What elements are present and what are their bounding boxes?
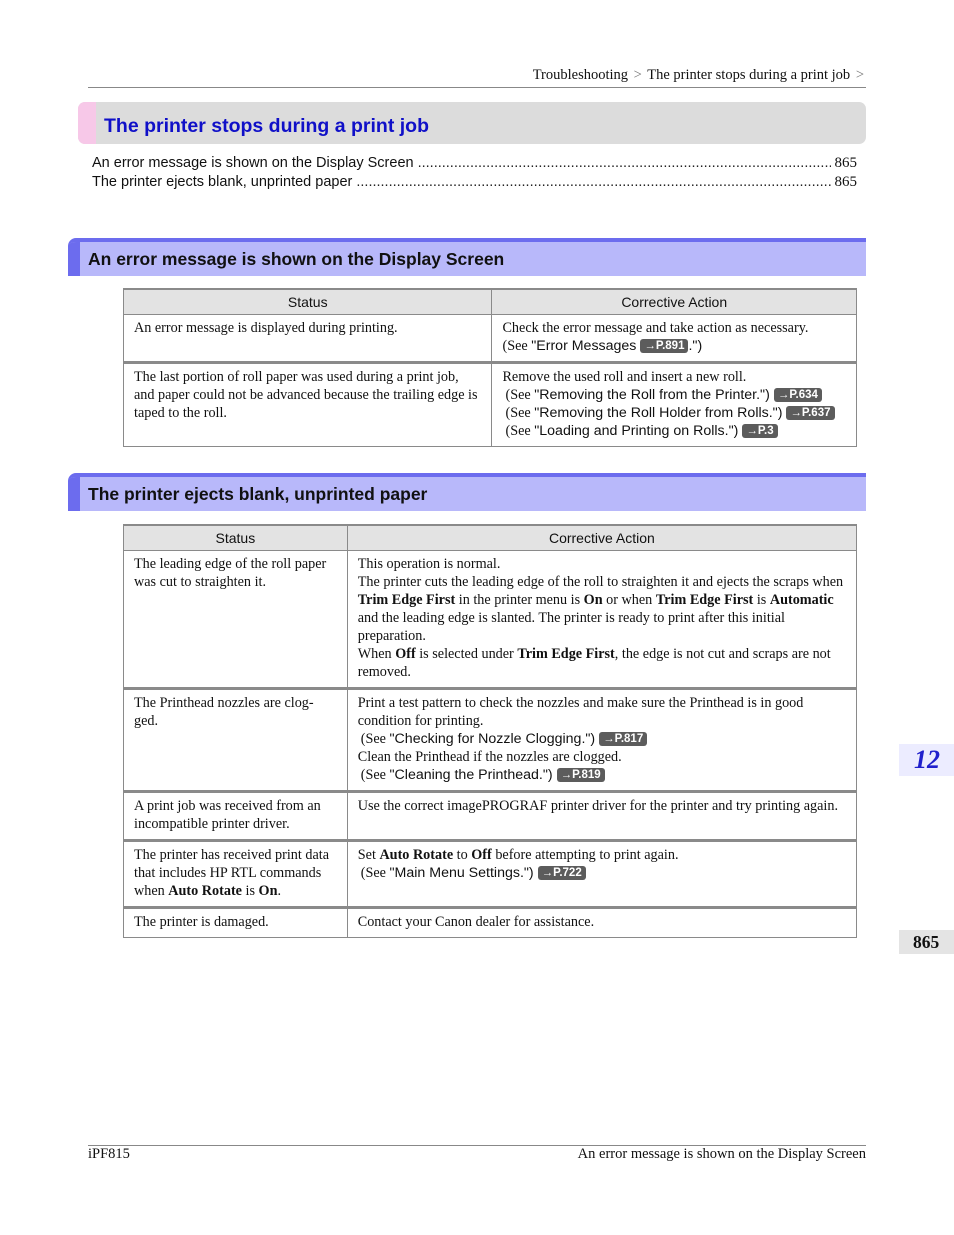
breadcrumb-separator: > (855, 67, 864, 83)
action-cell (492, 362, 857, 446)
column-header-status: Status (124, 289, 492, 314)
table-row (124, 314, 857, 362)
see-reference: (See "Checking for Nozzle Clogging.") →P.817 (358, 730, 846, 748)
page-link[interactable]: →P.722 (538, 866, 586, 880)
see-reference: (See "Error Messages →P.891 .") (502, 337, 703, 354)
toc-item-blank-paper[interactable] (92, 173, 857, 192)
status-cell: An error message is displayed during printing. (124, 314, 492, 362)
action-cell (492, 314, 857, 362)
table-header-row (124, 289, 857, 314)
section-title: The printer ejects blank, unprinted paper (88, 484, 428, 504)
toc-item-title[interactable]: The printer ejects blank, unprinted paper (92, 174, 353, 190)
see-reference: (See "Main Menu Settings.") →P.722 (358, 864, 846, 882)
see-reference: (See "Cleaning the Printhead.") →P.819 (358, 766, 846, 784)
status-cell: The printer has received print data that includes HP RTL commands when Auto Rotate is On. (124, 840, 348, 907)
action-text: Remove the used roll and insert a new roll. (502, 368, 747, 385)
reference-title: "Removing the Roll from the Printer.") (534, 386, 770, 403)
footer-section-title: An error message is shown on the Display Screen (577, 1146, 866, 1162)
toc-item-title[interactable]: An error message is shown on the Display Screen (92, 155, 414, 171)
column-header-action: Corrective Action (347, 525, 856, 550)
section-title: An error message is shown on the Display Screen (88, 249, 505, 269)
chapter-number: 12 (914, 745, 940, 774)
toc-item-page[interactable]: 865 (834, 155, 857, 171)
heading-accent (78, 102, 96, 144)
see-reference: (See "Loading and Printing on Rolls.") →P.3 (502, 422, 846, 440)
action-text: Check the error message and take action as necessary. (502, 319, 809, 336)
page-link[interactable]: →P.891 (640, 339, 688, 353)
action-cell: This operation is normal. The printer cuts the leading edge of the roll to straighten it and ejects the scraps when Trim Edge First in the printer menu is On or when Trim Edge First is Automatic and the leading edge is slanted. The printer is ready to print after this initial preparation. When Off is selected under Trim Edge First, the edge is not cut and scraps are not removed. (347, 550, 856, 688)
action-cell: Set Auto Rotate to Off before attempting to print again. (See "Main Menu Settings.") →P.722 (347, 840, 856, 907)
table-row (124, 907, 857, 937)
page-link[interactable]: →P.634 (774, 388, 822, 402)
reference-title: "Cleaning the Printhead.") (389, 766, 553, 783)
table-header-row (124, 525, 857, 550)
footer-model: iPF815 (88, 1146, 130, 1162)
action-cell: Use the correct imagePROGRAF printer driver for the printer and try printing again. (347, 791, 856, 840)
page-number: 865 (913, 932, 940, 952)
blank-paper-table (123, 524, 857, 938)
page-title: The printer stops during a print job (104, 115, 429, 137)
breadcrumb (533, 67, 866, 84)
page-link[interactable]: →P.819 (557, 768, 605, 782)
reference-title: "Checking for Nozzle Clogging.") (389, 730, 596, 747)
toc-leader (356, 173, 830, 192)
see-reference: (See "Removing the Roll from the Printer.") →P.634 (502, 386, 846, 404)
reference-title: "Loading and Printing on Rolls.") (534, 422, 739, 439)
breadcrumb-separator: > (633, 67, 642, 83)
status-cell: The Printhead nozzles are clog-ged. (124, 688, 348, 791)
reference-title: "Removing the Roll Holder from Rolls.") (534, 404, 783, 421)
page-number-tab (899, 930, 954, 954)
column-header-action: Corrective Action (492, 289, 857, 314)
table-of-contents (92, 154, 857, 192)
header-rule (88, 87, 866, 88)
toc-item-error-message[interactable] (92, 154, 857, 173)
chapter-tab[interactable] (899, 744, 954, 776)
chapter-heading (78, 102, 866, 144)
page-link[interactable]: →P.637 (786, 406, 834, 420)
action-cell: Print a test pattern to check the nozzles and make sure the Printhead is in good condition for printing. (See "Checking for Nozzle Clogging.") →P.817 Clean the Printhead if the nozzles are clogged. (See "Cleaning the Printhead.") →P.819 (347, 688, 856, 791)
section-accent (68, 477, 80, 511)
reference-title: "Main Menu Settings.") (389, 864, 534, 881)
table-row (124, 550, 857, 688)
section-accent (68, 242, 80, 276)
status-cell: The leading edge of the roll paper was cut to straighten it. (124, 550, 348, 688)
reference-title: "Error Messages (531, 337, 637, 354)
toc-leader (418, 154, 831, 173)
section-heading-blank-paper (68, 473, 866, 511)
status-cell: A print job was received from an incompatible printer driver. (124, 791, 348, 840)
table-row (124, 791, 857, 840)
status-cell: The printer is damaged. (124, 907, 348, 937)
toc-item-page[interactable]: 865 (834, 174, 857, 190)
table-row (124, 362, 857, 446)
status-cell: The last portion of roll paper was used during a print job, and paper could not be advanced because the trailing edge is taped to the roll. (124, 362, 492, 446)
error-message-table (123, 288, 857, 447)
action-cell: Contact your Canon dealer for assistance. (347, 907, 856, 937)
page-link[interactable]: →P.817 (599, 732, 647, 746)
see-reference: (See "Removing the Roll Holder from Rolls.") →P.637 (502, 404, 846, 422)
breadcrumb-item-troubleshooting[interactable]: Troubleshooting (532, 67, 629, 83)
breadcrumb-item-current[interactable]: The printer stops during a print job (647, 67, 851, 83)
table-row (124, 688, 857, 791)
column-header-status: Status (124, 525, 348, 550)
section-heading-error-message (68, 238, 866, 276)
table-row (124, 840, 857, 907)
page-link[interactable]: →P.3 (742, 424, 777, 438)
